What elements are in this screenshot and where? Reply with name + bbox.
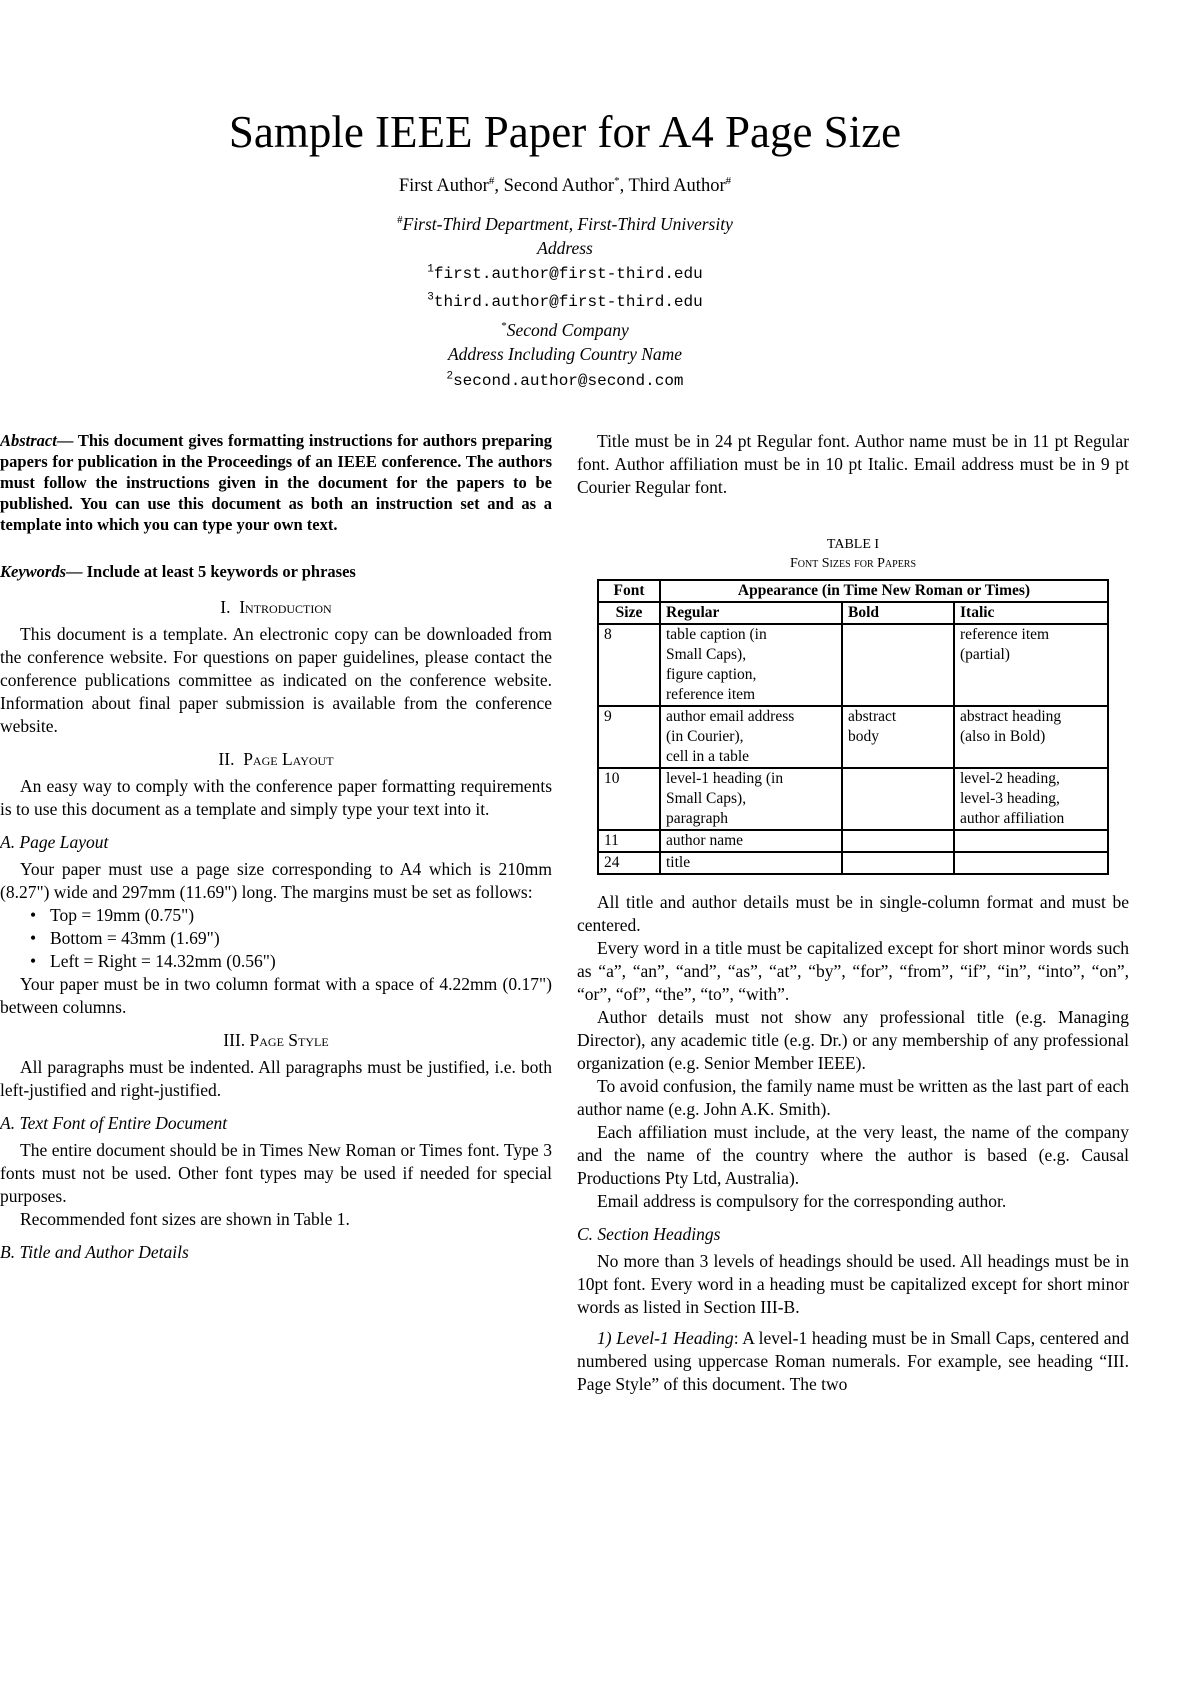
- table-header-cell: Regular: [660, 602, 842, 624]
- affiliation-2-company: *Second Company: [501, 320, 629, 340]
- table-header-cell: Size: [598, 602, 660, 624]
- table-cell: [842, 830, 954, 852]
- table-row: [598, 852, 1108, 874]
- right-column: [577, 430, 1129, 1396]
- table-cell: level-2 heading, level-3 heading, author affiliation: [954, 768, 1108, 830]
- table-cell: 9: [598, 706, 660, 768]
- email-1: $^1$first.author@first-third.edu: [427, 263, 703, 283]
- table-row: [598, 706, 1108, 768]
- keywords: Keywords— Include at least 5 keywords or phrases: [0, 562, 356, 581]
- table-caption: Font Sizes for Papers: [789, 556, 917, 571]
- margin-list: [0, 904, 552, 973]
- paragraph: 1) Level-1 Heading: A level-1 heading must be in Small Caps, centered and numbered using uppercase Roman numerals. For example, see heading “III. Page Style” of this document. The two: [577, 1328, 1129, 1394]
- table-cell: [954, 852, 1108, 874]
- email-2: $^2$second.author@second.com: [446, 370, 684, 390]
- affiliation-1-address: Address: [537, 238, 593, 258]
- list-item: • Left = Right = 14.32mm (0.56"): [50, 950, 552, 973]
- table-header-cell: Italic: [954, 602, 1108, 624]
- table-cell: abstract body: [842, 706, 954, 768]
- table-cell: [954, 830, 1108, 852]
- paragraph: An easy way to comply with the conference paper formatting requirements is to use this document as a template and simply type your text into it.: [0, 776, 552, 819]
- paragraph: Each affiliation must include, at the very least, the name of the company and the name of the country where the author is based (e.g. Causal Productions Pty Ltd, Australia).: [577, 1122, 1129, 1188]
- table-cell: 24: [598, 852, 660, 874]
- paragraph: To avoid confusion, the family name must be written as the last part of each author name (e.g. John A.K. Smith).: [577, 1076, 1129, 1119]
- table-header-cell: Font: [598, 580, 660, 602]
- paragraph: Email address is compulsory for the corresponding author.: [597, 1191, 1007, 1211]
- paragraph: Your paper must use a page size corresponding to A4 which is 210mm (8.27") wide and 297mm (11.69") long. The margins must be set as follows:: [0, 859, 552, 902]
- table-cell: title: [660, 852, 842, 874]
- table-cell: author email address (in Courier), cell in a table: [660, 706, 842, 768]
- section-heading: I. Introduction: [220, 597, 332, 617]
- level-1-heading-label: 1) Level-1 Heading: [597, 1328, 734, 1348]
- paragraph: Every word in a title must be capitalized except for short minor words such as “a”, “an”, “and”, “as”, “at”, “by”, “for”, “from”, “if”, “in”, “into”, “on”, “or”, “of”, “the”, “to”, “with”.: [577, 938, 1129, 1004]
- author-list: First Author#, Second Author*, Third Author#: [398, 174, 732, 196]
- paper-title: Sample IEEE Paper for A4 Page Size: [228, 107, 902, 157]
- subsection-heading: A. Page Layout: [0, 832, 109, 852]
- section-heading: III. Page Style: [223, 1030, 329, 1050]
- font-size-table: [597, 579, 1109, 875]
- table-header-cell: Bold: [842, 602, 954, 624]
- table-cell: 11: [598, 830, 660, 852]
- paragraph: No more than 3 levels of headings should be used. All headings must be in 10pt font. Every word in a heading must be capitalized except for short minor words as listed in Section III-B.: [577, 1251, 1129, 1317]
- paragraph: All title and author details must be in single-column format and must be centered.: [577, 892, 1129, 935]
- table-cell: [842, 852, 954, 874]
- paragraph: Author details must not show any professional title (e.g. Managing Director), any academic title (e.g. Dr.) or any membership of any professional organization (e.g. Senior Member IEEE).: [577, 1007, 1129, 1073]
- affiliation-1-dept: #First-Third Department, First-Third University: [397, 214, 733, 234]
- abstract: Abstract— This document gives formatting instructions for authors preparing papers for publication in the Proceedings of an IEEE conference. The authors must follow the instructions given in the document for the papers to be published. You can use this document as both an instruction set and as a template into which you can type your own text.: [0, 431, 552, 534]
- table-cell: 8: [598, 624, 660, 706]
- list-item: • Bottom = 43mm (1.69"): [50, 927, 552, 950]
- table-cell: abstract heading (also in Bold): [954, 706, 1108, 768]
- subsection-heading: B. Title and Author Details: [0, 1242, 189, 1262]
- left-column: [0, 430, 552, 1268]
- paragraph: Your paper must be in two column format with a space of 4.22mm (0.17") between columns.: [0, 974, 552, 1017]
- table-row: [598, 624, 1108, 706]
- list-item: • Top = 19mm (0.75"): [50, 904, 552, 927]
- table-cell: level-1 heading (in Small Caps), paragraph: [660, 768, 842, 830]
- table-row: [598, 768, 1108, 830]
- subsection-heading: C. Section Headings: [577, 1224, 721, 1244]
- table-cell: [842, 768, 954, 830]
- paragraph: The entire document should be in Times New Roman or Times font. Type 3 fonts must not be used. Other font types may be used if needed for special purposes.: [0, 1140, 552, 1206]
- author-mark: #: [488, 174, 495, 187]
- table-cell: author name: [660, 830, 842, 852]
- author-mark: #: [725, 174, 732, 187]
- section-heading: II. Page Layout: [218, 749, 334, 769]
- table-cell: table caption (in Small Caps), figure caption, reference item: [660, 624, 842, 706]
- author-name: First Author: [398, 176, 489, 196]
- affiliation-2-address: Address Including Country Name: [447, 344, 683, 364]
- table-header-cell: Appearance (in Time New Roman or Times): [660, 580, 1108, 602]
- table-row: [598, 830, 1108, 852]
- author-name: Third Author: [628, 176, 726, 196]
- paragraph: All paragraphs must be indented. All paragraphs must be justified, i.e. both left-justified and right-justified.: [0, 1057, 552, 1100]
- table-cell: [842, 624, 954, 706]
- author-name: Second Author: [503, 176, 615, 196]
- email-3: $^3$third.author@first-third.edu: [427, 291, 703, 311]
- paragraph: This document is a template. An electronic copy can be downloaded from the conference website. For questions on paper guidelines, please contact the conference publications committee as indicated on the conference website. Information about final paper submission is available from the conference website.: [0, 624, 552, 736]
- paragraph: Recommended font sizes are shown in Table 1.: [20, 1209, 350, 1229]
- author-mark: *: [614, 174, 620, 187]
- table-cell: reference item (partial): [954, 624, 1108, 706]
- subsection-heading: A. Text Font of Entire Document: [0, 1113, 228, 1133]
- table-cell: 10: [598, 768, 660, 830]
- paragraph: Title must be in 24 pt Regular font. Author name must be in 11 pt Regular font. Author affiliation must be in 10 pt Italic. Email address must be in 9 pt Courier Regular font.: [577, 431, 1129, 497]
- table-label: TABLE I: [826, 537, 880, 552]
